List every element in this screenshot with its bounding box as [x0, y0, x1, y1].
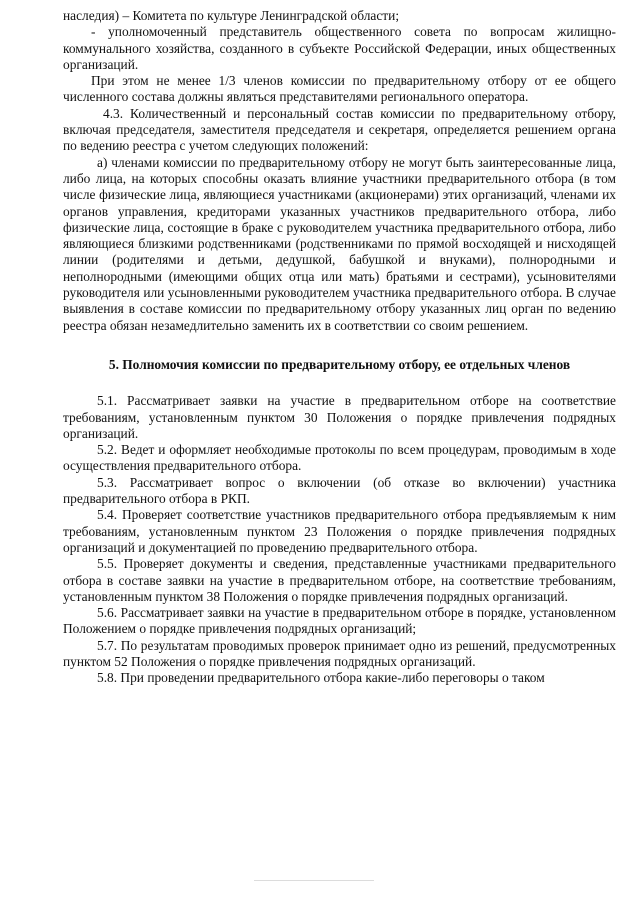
paragraph-4-3-a: а) членами комиссии по предварительному отбору не могут быть заинтересованные лица, либо лица, на которых способны оказать влияние участники предварительного отбора (в том числе физические лица, являющиеся участниками (акционерами) этих организаций, членами их органов управления, кредиторами указанных участников предварительного отбора, либо физические лица, состоящие в браке с руководителем участника предварительного отбора, либо являющиеся близкими родственниками (родственниками по прямой восходящей и нисходящей линии (родителями и детьми, дедушкой, бабушкой и внуками), полнородными и неполнородными (имеющими общих отца или мать) братьями и сестрами), усыновителями руководителя или усыновленными руководителем участника предварительного отбора. В случае выявления в составе комиссии по предварительному отбору указанных лиц орган по ведению реестра обязан незамедлительно заменить их в соответствии со своим решением. — [63, 154, 616, 333]
paragraph-public-council: - уполномоченный представитель общественного совета по вопросам жилищно-коммунального хозяйства, созданного в субъекте Российской Федерации, иных общественных организаций. — [63, 24, 616, 72]
paragraph-5-6: 5.6. Рассматривает заявки на участие в предварительном отборе в порядке, установленном Положением о порядке привлечения подрядных организаций; — [63, 605, 616, 637]
paragraph-5-8: 5.8. При проведении предварительного отбора какие-либо переговоры о таком — [97, 670, 545, 686]
paragraph-5-3: 5.3. Рассматривает вопрос о включении (об отказе во включении) участника предварительного отбора в РКП. — [63, 474, 616, 507]
scan-fold-line — [254, 880, 374, 881]
paragraph-5-4: 5.4. Проверяет соответствие участников предварительного отбора предъявляемым к ним требованиям, установленным пунктом 23 Положения о порядке привлечения подрядных организаций и документацией по проведению предварительного отбора. — [63, 507, 616, 555]
paragraph-5-7: 5.7. По результатам проводимых проверок принимает одно из решений, предусмотренных пунктом 52 Положения о порядке привлечения подрядных организаций. — [63, 637, 616, 669]
paragraph-one-third-rule: При этом не менее 1/3 членов комиссии по предварительному отбору от ее общего численного состава должны являться представителями регионального оператора. — [63, 73, 616, 105]
paragraph-heritage-committee: наследия) – Комитета по культуре Ленинградской области; — [63, 8, 400, 23]
paragraph-5-5: 5.5. Проверяет документы и сведения, представленные участниками предварительного отбора в составе заявки на участие в предварительном отборе, на соответствие требованиям, установленным пунктом 38 Положения о порядке привлечения подрядных организаций. — [63, 556, 616, 604]
paragraph-5-2: 5.2. Ведет и оформляет необходимые протоколы по всем процедурам, проводимым в ходе осуществления предварительного отбора. — [63, 442, 616, 474]
paragraph-4-3: 4.3. Количественный и персональный состав комиссии по предварительному отбору, включая председателя, заместителя председателя и секретаря, определяется решением органа по ведению реестра с учетом следующих положений: — [63, 105, 616, 154]
paragraph-5-1: 5.1. Рассматривает заявки на участие в предварительном отборе на соответствие требованиям, установленным пунктом 30 Положения о порядке привлечения подрядных организаций. — [63, 393, 616, 441]
section-heading: 5. Полномочия комиссии по предварительному отбору, ее отдельных членов — [108, 356, 571, 372]
